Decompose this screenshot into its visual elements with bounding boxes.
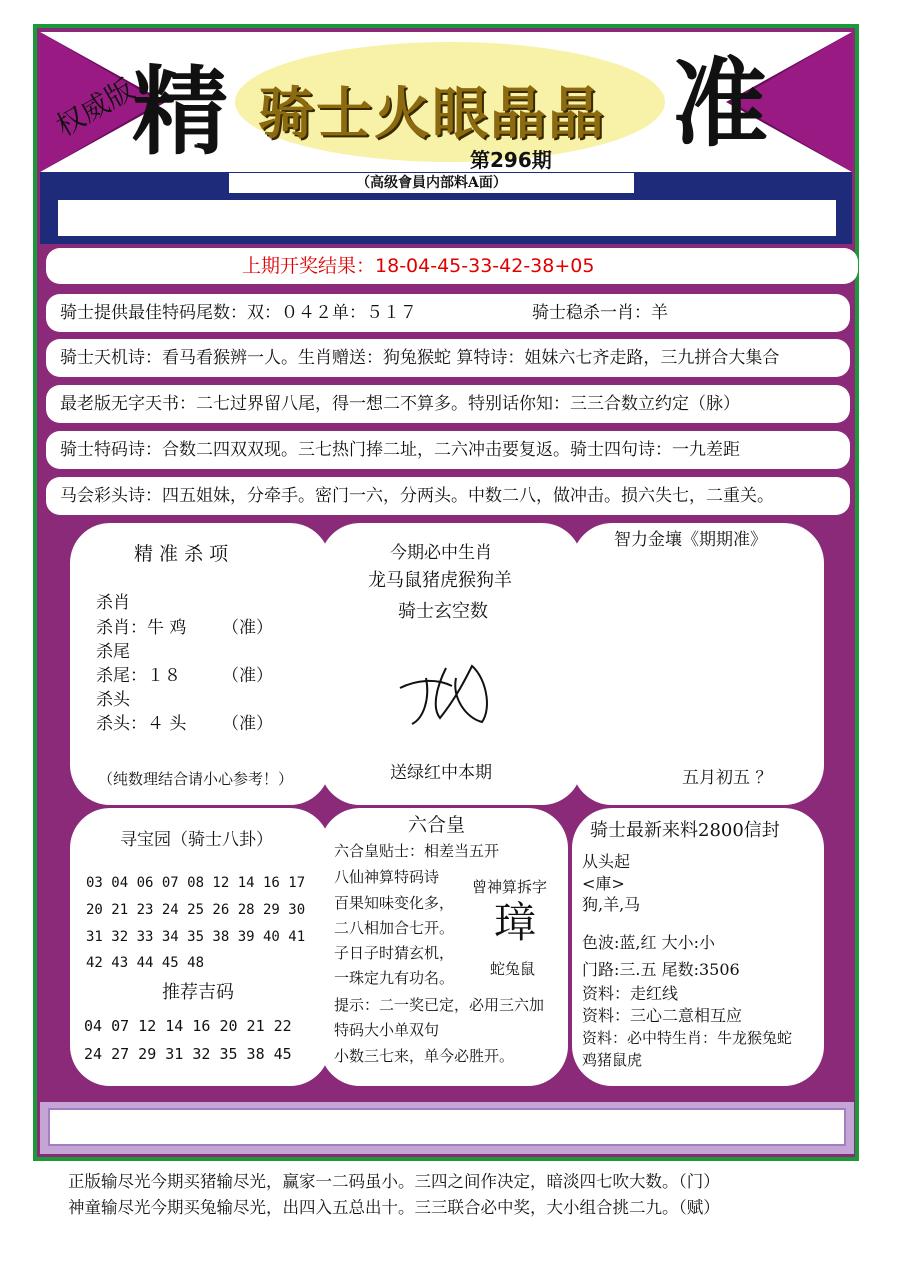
- treasure-row: 03 04 06 07 08 12 14 16 17: [86, 875, 306, 891]
- liuhe-title: 六合皇: [408, 814, 466, 836]
- gold-panel-title: 智力金壤《期期准》: [614, 530, 767, 550]
- header-tag: 权威版: [50, 72, 140, 143]
- poem-text: 骑士天机诗：看马看猴辨一人。生肖赠送：狗兔猴蛇 算特诗：姐妹六七齐走路，三九拼合大集合: [60, 347, 780, 368]
- info-row-1: [46, 294, 850, 332]
- treasure-row: 31 32 33 34 35 38 39 40 41: [86, 929, 306, 945]
- subtitle: （高级會員内部料A面）: [229, 173, 634, 193]
- kill-head-value: 杀头：４ 头: [96, 714, 187, 734]
- result-box: [46, 248, 858, 284]
- gold-panel: [572, 523, 824, 805]
- treasure-row: 42 43 44 45 48: [86, 955, 205, 971]
- treasure-row: 20 21 23 24 25 26 28 29 30: [86, 902, 306, 918]
- liuhe-line: 子日子时猜玄机，: [334, 944, 455, 962]
- latest-line: 从头起: [582, 852, 631, 871]
- poem-text: 最老版无字天书：二七过界留八尾，得一想二不算多。特别话你知：三三合数立约定（脉）: [60, 393, 740, 414]
- liuhe-line: 特码大小单双句: [334, 1021, 440, 1039]
- footer-line: 正版输尽光今期买猪输尽光，赢家一二码虽小。三四之间作决定，暗淡四七吹大数。（门）: [68, 1172, 720, 1191]
- kill-zodiac-value: 杀肖：牛 鸡: [96, 618, 187, 638]
- kill-panel-note: （纯数理结合请小心参考！）: [98, 770, 294, 788]
- info-row-4: [46, 431, 850, 469]
- footer-line: 神童输尽光今期买兔输尽光，出四入五总出十。三三联合必中奖，大小组合挑二九。（赋）: [68, 1198, 720, 1217]
- latest-line: 资料：必中特生肖：牛龙猴兔蛇: [582, 1029, 793, 1047]
- recommend-row: 04 07 12 14 16 20 21 22: [84, 1017, 292, 1035]
- latest-line: 门路:三.五 尾数:3506: [582, 960, 740, 979]
- signature-scribble: [396, 658, 496, 728]
- header-right-char: 准: [672, 48, 768, 160]
- treasure-title: 寻宝园（骑士八卦）: [120, 830, 273, 850]
- kill-head-check: （准）: [222, 714, 273, 734]
- issue-number: 第296期: [470, 148, 552, 172]
- chaizi-char: 璋: [494, 898, 537, 947]
- info-row-3: [46, 385, 850, 423]
- chaizi-title: 曾神算拆字: [472, 878, 548, 896]
- header-blank-strip: [58, 200, 836, 236]
- kill-panel-title: 精 准 杀 项: [134, 543, 229, 565]
- latest-line: 鸡猪鼠虎: [582, 1051, 643, 1069]
- kill-zodiac-check: （准）: [222, 618, 273, 638]
- kill-tail-value: 杀尾：１８: [96, 666, 181, 686]
- liuhe-line: 六合皇贴士：相差当五开: [334, 842, 500, 860]
- bottom-blank-box: [48, 1108, 846, 1146]
- chaizi-foot: 蛇兔鼠: [490, 960, 536, 978]
- kill-head-label: 杀头: [96, 690, 130, 710]
- liuhe-line: 百果知味变化多，: [334, 894, 455, 912]
- must-win-title: 今期必中生肖: [390, 543, 492, 563]
- gold-panel-foot: 五月初五 ？: [682, 768, 773, 788]
- liuhe-line: 一珠定九有功名。: [334, 969, 455, 987]
- latest-line: 狗,羊,马: [582, 895, 641, 914]
- poem-text: 骑士特码诗：合数二四双双现。三七热门捧二址，二六冲击要复返。骑士四句诗：一九差距: [60, 439, 740, 460]
- recommend-row: 24 27 29 31 32 35 38 45: [84, 1045, 292, 1063]
- header-left-char: 精: [132, 56, 228, 168]
- kill-tail-check: （准）: [222, 666, 273, 686]
- kill-panel: [70, 523, 330, 805]
- mystic-number-label: 骑士玄空数: [398, 601, 488, 622]
- latest-line: 资料：走红线: [582, 984, 679, 1003]
- liuhe-line: 二八相加合七开。: [334, 919, 455, 937]
- latest-line: 资料：三心二意相互应: [582, 1006, 743, 1025]
- info-row-5: [46, 477, 850, 515]
- header-brand: 骑士火眼晶晶: [258, 81, 606, 147]
- poem-text: 马会彩头诗：四五姐妹，分牵手。密门一六，分两头。中数二八，做冲击。损六失七，二重关。: [60, 485, 774, 506]
- latest-line: <庫>: [582, 874, 625, 893]
- info-row-2: [46, 339, 850, 377]
- special-tail-numbers: 骑士提供最佳特码尾数：双：０４２单：５１７: [60, 302, 417, 323]
- latest-title: 骑士最新来料2800信封: [590, 820, 780, 841]
- kill-tail-label: 杀尾: [96, 642, 130, 662]
- must-win-zodiacs: 龙马鼠猪虎猴狗羊: [368, 570, 512, 591]
- result-label: 上期开奖结果：: [242, 254, 376, 277]
- kill-zodiac: 骑士稳杀一肖：羊: [532, 302, 668, 323]
- liuhe-line: 小数三七来，单今必胜开。: [334, 1047, 515, 1065]
- recommend-title: 推荐吉码: [162, 982, 234, 1003]
- liuhe-line: 提示：二一奖已定，必用三六加: [334, 996, 545, 1014]
- must-win-foot: 送绿红中本期: [390, 763, 492, 783]
- kill-zodiac-label: 杀肖: [96, 593, 130, 613]
- result-value: 18-04-45-33-42-38+05: [375, 254, 595, 277]
- liuhe-line: 八仙神算特码诗: [334, 868, 440, 886]
- latest-line: 色波:蓝,红 大小:小: [582, 933, 715, 952]
